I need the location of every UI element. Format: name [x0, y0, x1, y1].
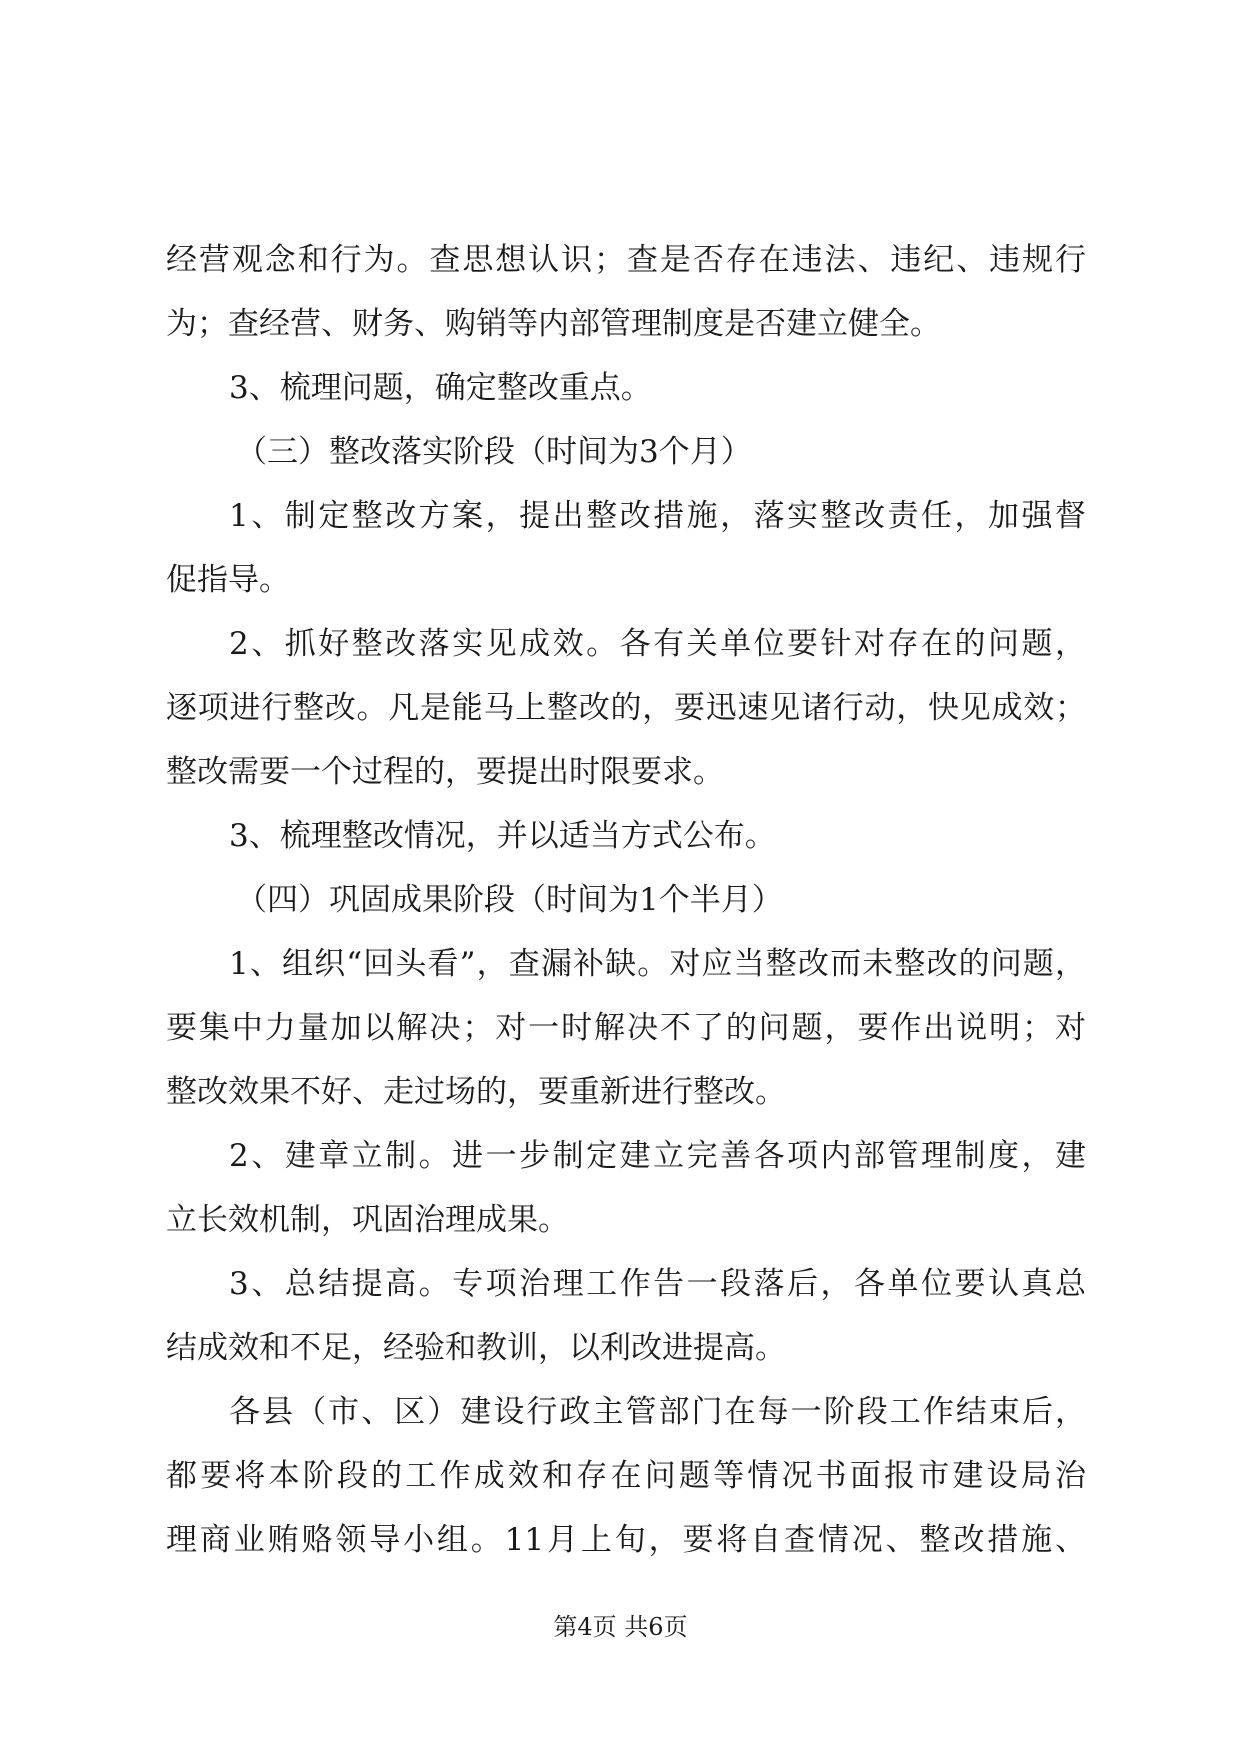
section-heading: （三）整改落实阶段（时间为3个月）	[236, 434, 752, 470]
text-line: 为；查经营、财务、购销等内部管理制度是否建立健全。	[166, 306, 941, 342]
section-heading: （四）巩固成果阶段（时间为1个半月）	[236, 882, 783, 918]
text-line: 整改需要一个过程的，要提出时限要求。	[166, 754, 724, 790]
text-line: 3、总结提高。专项治理工作告一段落后，各单位要认真总	[229, 1266, 1086, 1302]
text-line: 都要将本阶段的工作成效和存在问题等情况书面报市建设局治	[166, 1458, 1086, 1494]
text-line: 经营观念和行为。查思想认识；查是否存在违法、违纪、违规行	[166, 242, 1086, 278]
document-body	[166, 228, 1086, 1572]
text-line: 整改效果不好、走过场的，要重新进行整改。	[166, 1074, 786, 1110]
text-line: 2、抓好整改落实见成效。各有关单位要针对存在的问题，	[229, 626, 1086, 662]
text-line: 1、制定整改方案，提出整改措施，落实整改责任，加强督	[229, 498, 1086, 534]
text-line: 结成效和不足，经验和教训，以利改进提高。	[166, 1330, 786, 1366]
text-line: 3、梳理问题，确定整改重点。	[229, 370, 652, 406]
text-line: 各县（市、区）建设行政主管部门在每一阶段工作结束后，	[229, 1394, 1086, 1430]
text-line: 理商业贿赂领导小组。11月上旬，要将自查情况、整改措施、	[166, 1522, 1086, 1558]
text-line: 1、组织“回头看”，查漏补缺。对应当整改而未整改的问题，	[229, 946, 1086, 982]
page-number-footer: 第4页 共6页	[553, 1613, 688, 1641]
text-line: 要集中力量加以解决；对一时解决不了的问题，要作出说明；对	[166, 1010, 1086, 1046]
text-line: 逐项进行整改。凡是能马上整改的，要迅速见诸行动，快见成效；	[166, 690, 1086, 726]
text-line: 立长效机制，巩固治理成果。	[166, 1202, 569, 1238]
text-line: 促指导。	[166, 562, 290, 598]
text-line: 3、梳理整改情况，并以适当方式公布。	[229, 818, 776, 854]
text-line: 2、建章立制。进一步制定建立完善各项内部管理制度，建	[229, 1138, 1086, 1174]
